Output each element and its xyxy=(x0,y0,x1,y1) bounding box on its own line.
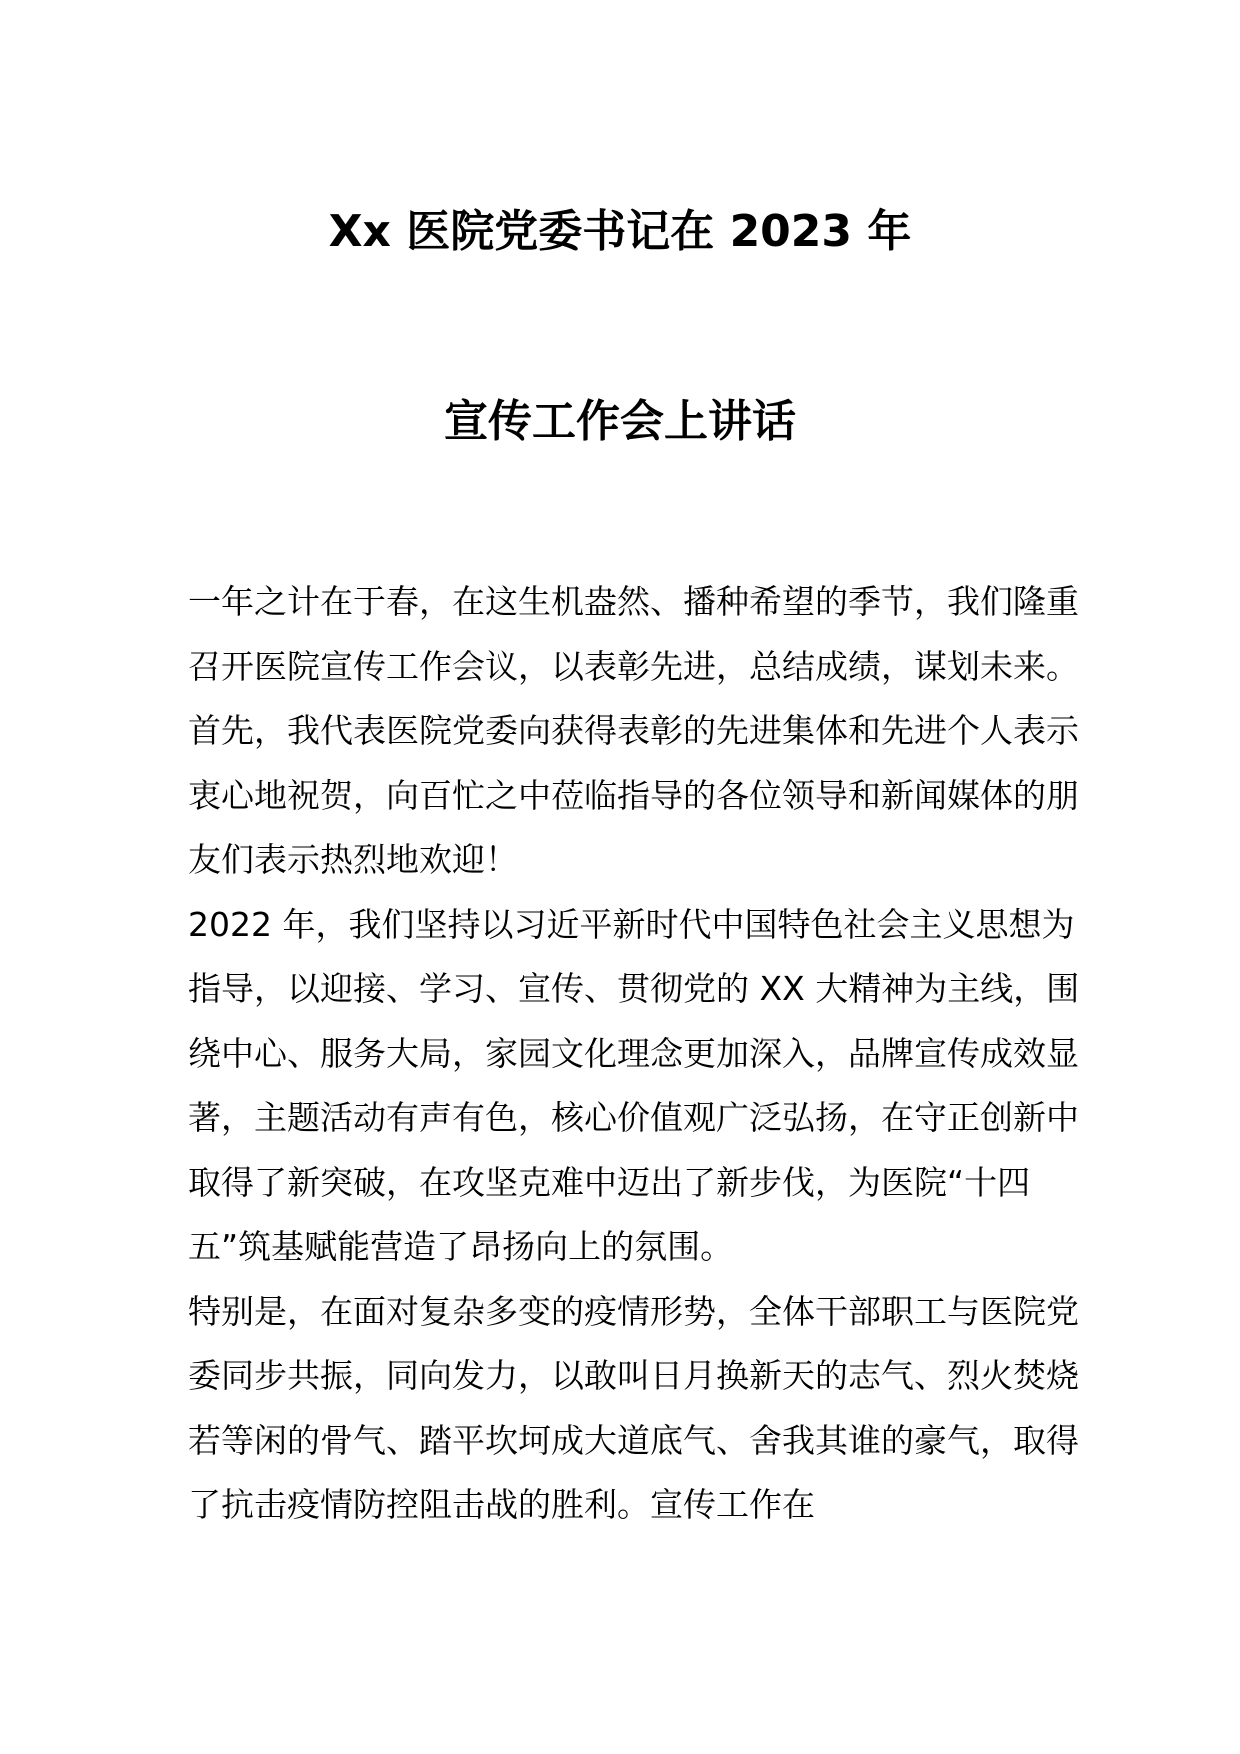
document-body xyxy=(188,570,1088,1538)
paragraph-epidemic: 特别是，在面对复杂多变的疫情形势，全体干部职工与医院党委同步共振，同向发力，以敢叫日月换新天的志气、烈火焚烧若等闲的骨气、踏平坎坷成大道底气、舍我其谁的豪气，取得了抗击疫情防控阻击战的胜利。宣传工作在 xyxy=(188,1291,1079,1524)
document-title-line-2: 宣传工作会上讲话 xyxy=(444,396,796,447)
document-title-line-1: Xx 医院党委书记在 2023 年 xyxy=(328,206,912,257)
paragraph-opening: 一年之计在于春，在这生机盎然、播种希望的季节，我们隆重召开医院宣传工作会议，以表彰先进，总结成绩，谋划未来。首先，我代表医院党委向获得表彰的先进集体和先进个人表示衷心地祝贺，向百忙之中莅临指导的各位领导和新闻媒体的朋友们表示热烈地欢迎！ xyxy=(188,582,1079,879)
paragraph-2022-review: 2022 年，我们坚持以习近平新时代中国特色社会主义思想为指导，以迎接、学习、宣传、贯彻党的 XX 大精神为主线，围绕中心、服务大局，家园文化理念更加深入，品牌宣传成效显著，主题活动有声有色，核心价值观广泛弘扬，在守正创新中取得了新突破，在攻坚克难中迈出了新步伐，为医院“十四五”筑基赋能营造了昂扬向上的氛围。 xyxy=(188,904,1080,1266)
